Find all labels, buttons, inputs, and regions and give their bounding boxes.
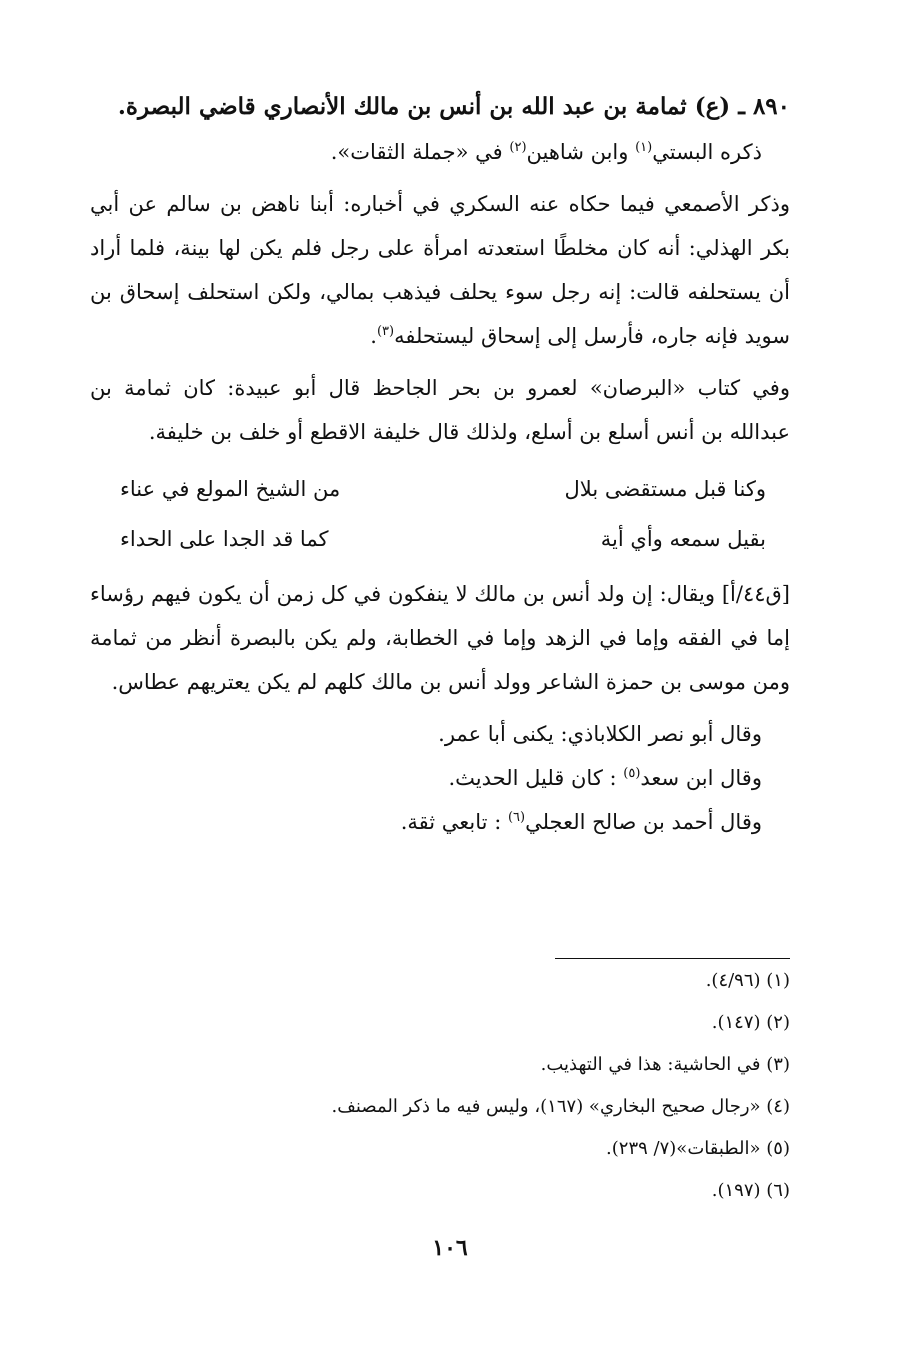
- entry-title: ٨٩٠ ـ (ع) ثمامة بن عبد الله بن أنس بن مالك الأنصاري قاضي البصرة.: [117, 93, 790, 120]
- ibn-saad-text-b: : كان قليل الحديث.: [448, 766, 624, 790]
- footnote-4: (٤) «رجال صحيح البخاري» (١٦٧)، وليس فيه ما ذكر المصنف.: [331, 1096, 790, 1117]
- page-number: ١٠٦: [432, 1235, 468, 1261]
- verse-2-second-hemistich: كما قد الجدا على الحداء: [120, 527, 329, 551]
- sources-text-b: وابن شاهين: [526, 140, 636, 164]
- paragraph-barsan: وفي كتاب «البرصان» لعمرو بن بحر الجاحظ قال أبو عبيدة: كان ثمامة بن عبدالله بن أنس أسلع بن أسلع، ولذلك قال خليفة الاقطع أو خلف بن خليفة.: [90, 376, 790, 444]
- ijli-text-a: وقال أحمد بن صالح العجلي: [525, 810, 762, 834]
- verse-2-first-hemistich: بقيل سمعه وأي أية: [600, 527, 766, 551]
- footnote-ref-2: (٢): [509, 140, 527, 155]
- footnote-ref-6: (٦): [507, 810, 526, 825]
- paragraph-kalabadhi: وقال أبو نصر الكلاباذي: يكنى أبا عمر.: [438, 722, 762, 746]
- paragraph-asmai-text: وذكر الأصمعي فيما حكاه عنه السكري في أخباره: أبنا ناهض بن سالم عن أبي بكر الهذلي: أنه كان مخلطًا استعدته امرأة على رجل فلم يكن لها بينة، فلما أراد أن يستحلفه قالت: إنه رجل سوء يحلف فيذهب بمالي، ولكن استحلف إسحاق بن سويد فإنه جاره، فأرسل إلى إسحاق ليستحلفه: [90, 192, 790, 348]
- verse-line-2: [90, 514, 790, 564]
- paragraph-ibn-saad: [90, 756, 790, 800]
- ibn-saad-text-a: وقال ابن سعد: [640, 766, 762, 790]
- footnote-ref-5: (٥): [623, 766, 641, 781]
- footnote-6: (٦) (١٩٧).: [711, 1180, 790, 1201]
- footnote-3: (٣) في الحاشية: هذا في التهذيب.: [540, 1054, 790, 1075]
- footnote-ref-1: (١): [635, 140, 653, 155]
- footnote-ref-3: (٣): [376, 324, 395, 339]
- main-text: [90, 84, 790, 844]
- ijli-text-b: : تابعي ثقة.: [400, 810, 508, 834]
- footnote-2: (٢) (١٤٧).: [711, 1012, 790, 1033]
- sources-text-c: في «جملة الثقات».: [330, 140, 510, 164]
- entry-sources-line: [90, 130, 790, 174]
- paragraph-asmai-end: .: [370, 324, 377, 348]
- verse-1-second-hemistich: من الشيخ المولع في عناء: [120, 477, 341, 501]
- sources-text-a: ذكره البستي: [652, 140, 762, 164]
- verse-line-1: [90, 464, 790, 514]
- poetry-verse: [90, 464, 790, 564]
- paragraph-anas-sons: [ق٤٤/أ] ويقال: إن ولد أنس بن مالك لا ينفكون في كل زمن أن يكون فيهم رؤساء إما في الفقه وإما في الزهد وإما في الخطابة، ولم يكن بالبصرة أنظر من ثمامة ومن موسى بن حمزة الشاعر وولد أنس بن مالك كلهم لم يكن يعتريهم عطاس.: [90, 582, 790, 694]
- paragraph-ijli: [90, 800, 790, 844]
- footnotes-divider: [555, 958, 790, 959]
- footnote-5: (٥) «الطبقات»(٧/ ٢٣٩).: [606, 1138, 790, 1159]
- footnotes: [90, 960, 790, 1212]
- verse-1-first-hemistich: وكنا قبل مستقضى بلال: [564, 477, 766, 501]
- footnote-1: (١) (٤/٩٦).: [705, 970, 790, 991]
- paragraph-asmai: [90, 182, 790, 358]
